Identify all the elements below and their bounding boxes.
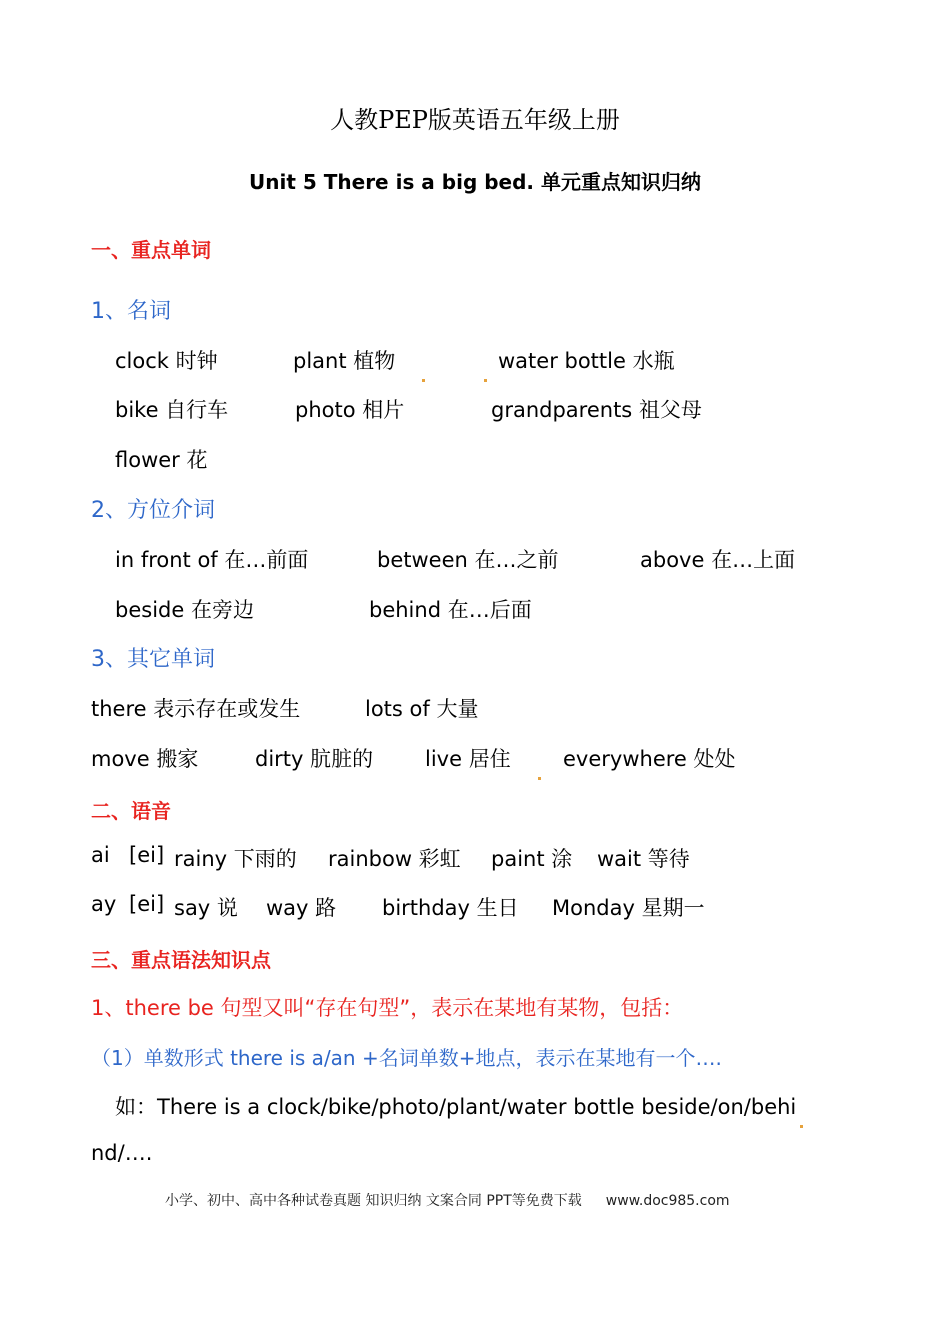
- phonics-item: ay: [91, 892, 117, 916]
- other-item: dirty 肮脏的: [255, 747, 374, 771]
- prep-item: in front of 在…前面: [115, 548, 309, 572]
- other-item: everywhere 处处: [563, 747, 736, 771]
- page-footer: [165, 1190, 730, 1210]
- document-title: 人教PEP版英语五年级上册: [330, 106, 620, 134]
- phonics-item: birthday 生日: [382, 896, 519, 920]
- noun-item: plant 植物: [293, 349, 396, 373]
- noun-item: photo 相片: [295, 398, 405, 422]
- phonics-item: way 路: [266, 896, 337, 920]
- prep-item: above 在…上面: [640, 548, 796, 572]
- prep-item: behind 在…后面: [369, 598, 532, 622]
- noun-item: clock 时钟: [115, 349, 218, 373]
- grammar-point-1-1: （1）单数形式 there is a/an +名词单数+地点，表示在某地有一个….: [91, 1046, 722, 1070]
- noun-item: flower 花: [115, 448, 208, 472]
- other-item: live 居住: [425, 747, 511, 771]
- nouns-heading: 1、名词: [91, 299, 171, 324]
- footer-url[interactable]: www.doc985.com: [605, 1193, 730, 1209]
- prep-item: between 在…之前: [377, 548, 559, 572]
- mark-dot: [537, 765, 542, 784]
- phonics-item: [ei]: [129, 843, 165, 867]
- noun-item: water bottle 水瓶: [498, 349, 675, 373]
- phonics-item: say 说: [174, 896, 238, 920]
- phonics-item: [ei]: [129, 892, 165, 916]
- document-subtitle: Unit 5 There is a big bed. 单元重点知识归纳: [249, 170, 701, 194]
- phonics-item: ai: [91, 843, 110, 867]
- other-item: there 表示存在或发生: [91, 697, 301, 721]
- example-line: 如：There is a clock/bike/photo/plant/water bottle beside/on/behi: [115, 1095, 797, 1119]
- mark-dot: [483, 367, 488, 386]
- phonics-heading: 二、语音: [91, 799, 171, 823]
- phonics-item: Monday 星期一: [552, 896, 705, 920]
- grammar-point-1: 1、there be 句型又叫“存在句型”，表示在某地有某物，包括：: [91, 996, 684, 1020]
- mark-dot: [421, 367, 426, 386]
- other-item: lots of 大量: [365, 697, 479, 721]
- example-line: nd/….: [91, 1141, 153, 1165]
- other-item: move 搬家: [91, 747, 199, 771]
- footer-text: 小学、初中、高中各种试卷真题 知识归纳 文案合同 PPT等免费下载: [165, 1193, 582, 1209]
- phonics-item: paint 涂: [491, 847, 573, 871]
- phonics-item: wait 等待: [597, 847, 690, 871]
- phonics-item: rainy 下雨的: [174, 847, 297, 871]
- mark-dot: [799, 1113, 804, 1132]
- other-heading: 3、其它单词: [91, 647, 215, 672]
- vocab-heading: 一、重点单词: [91, 238, 211, 262]
- noun-item: bike 自行车: [115, 398, 229, 422]
- prep-heading: 2、方位介词: [91, 498, 215, 523]
- noun-item: grandparents 祖父母: [491, 398, 702, 422]
- phonics-item: rainbow 彩虹: [328, 847, 461, 871]
- grammar-heading: 三、重点语法知识点: [91, 948, 271, 972]
- prep-item: beside 在旁边: [115, 598, 254, 622]
